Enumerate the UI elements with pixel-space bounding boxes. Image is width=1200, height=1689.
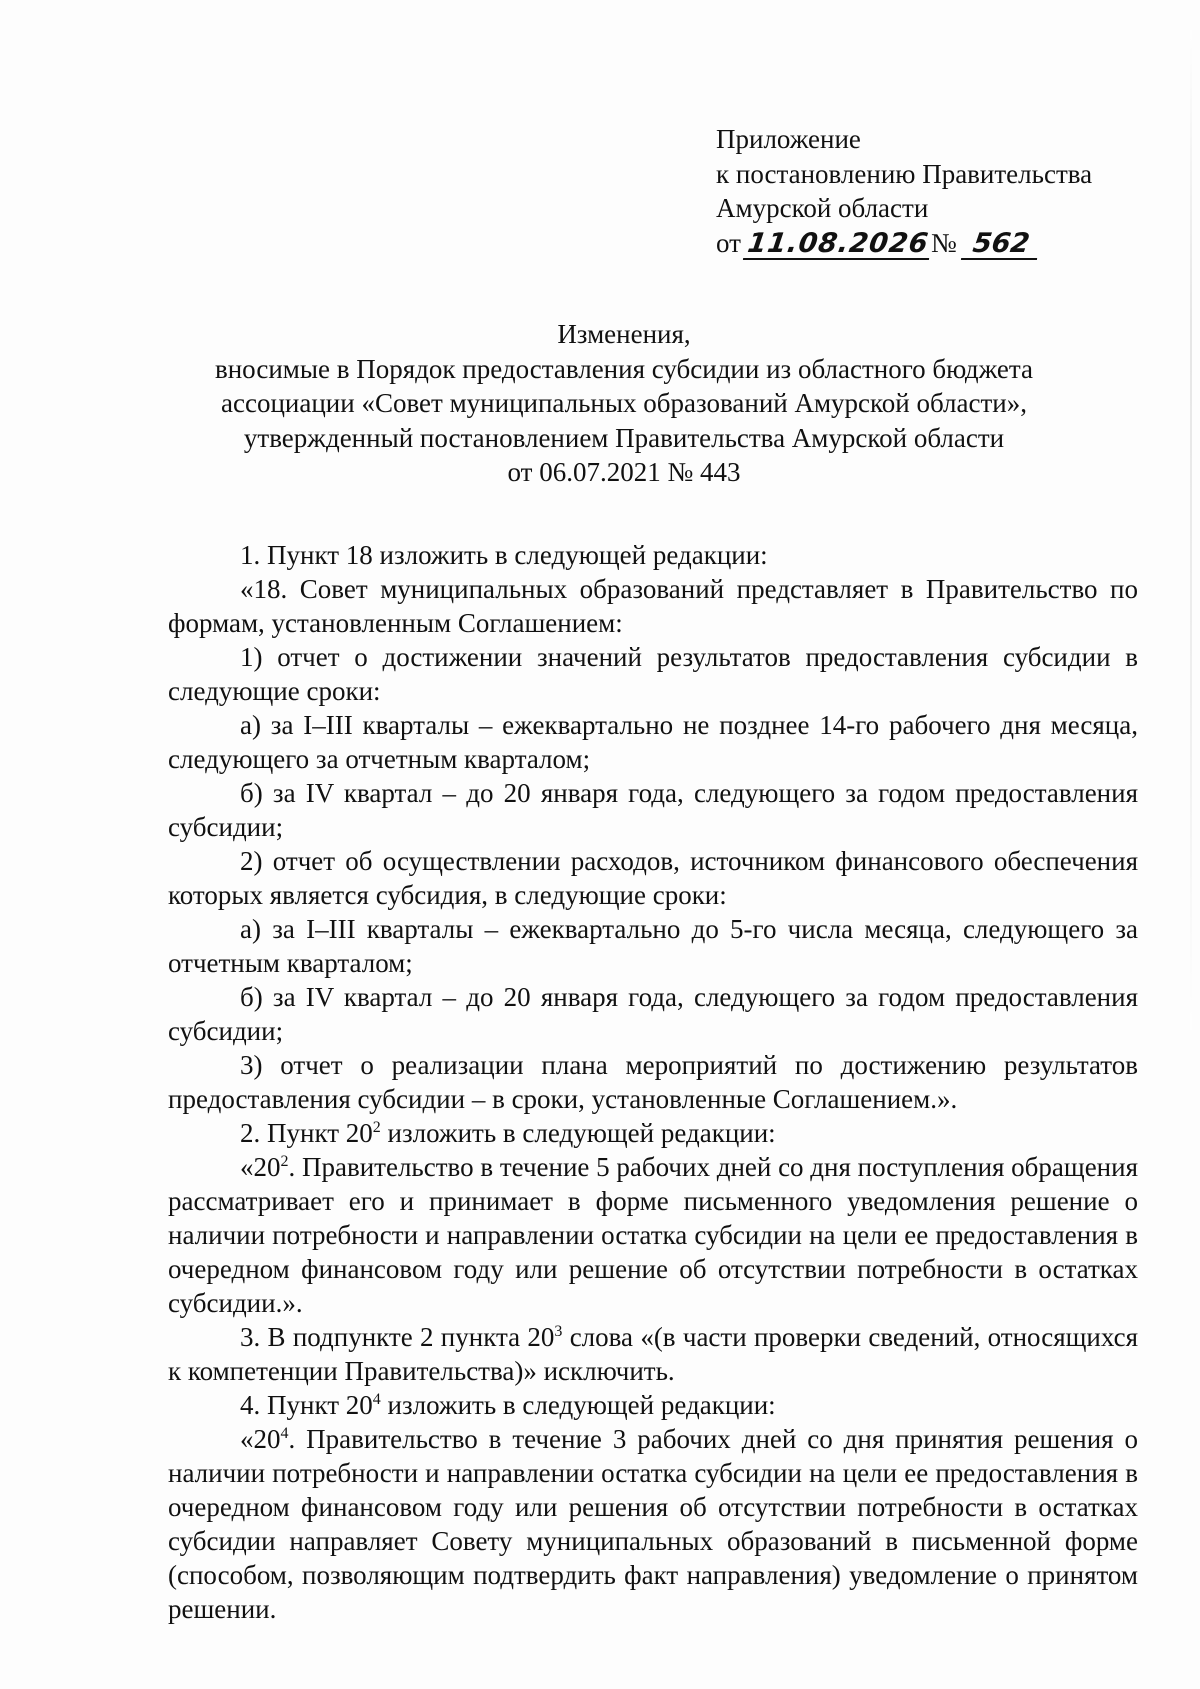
paragraph-14: [168, 1422, 1138, 1626]
paragraph-11: [168, 1150, 1138, 1320]
title-line-3: ассоциации «Совет муниципальных образований Амурской области»,: [221, 388, 1027, 418]
appendix-region: Амурской области: [716, 193, 929, 223]
paragraph-12-text-b: слова «(в части проверки сведений, относящихся к компетенции Правительства)» исключить.: [168, 1322, 1138, 1386]
paragraph-12: [168, 1320, 1138, 1388]
paragraph-7: а) за I–III кварталы – ежеквартально до 5-го числа месяца, следующего за отчетным кварталом;: [168, 914, 1138, 978]
paragraph-10-text-b: изложить в следующей редакции:: [380, 1118, 776, 1148]
paragraph-13-text-b: изложить в следующей редакции:: [380, 1390, 776, 1420]
paragraph-11-text-b: . Правительство в течение 5 рабочих дней со дня поступления обращения рассматривает его и принимает в форме письменного уведомления решение о наличии потребности и направлении остатка субсидии на цели ее предоставления в очередном финансовом году или решение об отсутствии потребности в остатках субсидии.».: [168, 1152, 1138, 1318]
paragraph-12-text-a: 3. В подпункте 2 пункта 20: [240, 1322, 555, 1352]
paragraph-9: 3) отчет о реализации плана мероприятий по достижению результатов предоставления субсидии – в сроки, установленные Соглашением.».: [168, 1050, 1138, 1114]
paragraph-2: «18. Совет муниципальных образований представляет в Правительство по формам, установленным Соглашением:: [168, 574, 1138, 638]
paragraph-10: [168, 1116, 1138, 1150]
document-body: [168, 538, 1138, 1626]
title-line-2: вносимые в Порядок предоставления субсидии из областного бюджета: [214, 353, 1034, 384]
title-line-5: от 06.07.2021 № 443: [507, 457, 741, 487]
title-line-1: Изменения,: [557, 319, 691, 349]
appendix-to-resolution: к постановлению Правительства: [716, 158, 1093, 189]
paragraph-13-text-a: 4. Пункт 20: [240, 1390, 373, 1420]
paragraph-14-text-a: «20: [240, 1424, 281, 1454]
paragraph-13-superscript: 4: [372, 1391, 381, 1408]
paragraph-10-text-a: 2. Пункт 20: [240, 1118, 373, 1148]
paragraph-11-text-a: «20: [240, 1152, 281, 1182]
paragraph-4: а) за I–III кварталы – ежеквартально не позднее 14-го рабочего дня месяца, следующего за отчетным кварталом;: [168, 710, 1138, 774]
handwritten-number: 562: [961, 230, 1041, 260]
scan-edge-shadow: [1190, 30, 1192, 1030]
number-sign: №: [930, 227, 957, 258]
paragraph-14-text-b: . Правительство в течение 3 рабочих дней со дня принятия решения о наличии потребности и направлении остатка субсидии на цели ее предоставления в очередном финансовом году или решения об отсутствии потребности в остатках субсидии направляет Совету муниципальных образований в письменной форме (способом, позволяющим подтвердить факт направления) уведомление о принятом решении.: [168, 1424, 1138, 1624]
date-prefix: от: [716, 227, 741, 258]
appendix-label: Приложение: [716, 124, 861, 154]
paragraph-11-superscript: 2: [280, 1153, 289, 1170]
document-title: [168, 317, 1080, 490]
paragraph-6: 2) отчет об осуществлении расходов, источником финансового обеспечения которых является субсидия, в следующие сроки:: [168, 846, 1138, 910]
paragraph-3: 1) отчет о достижении значений результатов предоставления субсидии в следующие сроки:: [168, 642, 1138, 706]
handwritten-date: 11.08.2026: [743, 230, 933, 260]
appendix-block: [716, 122, 1092, 260]
paragraph-1: 1. Пункт 18 изложить в следующей редакции:: [240, 540, 768, 570]
title-line-4: утвержденный постановлением Правительства Амурской области: [243, 422, 1005, 453]
paragraph-5: б) за IV квартал – до 20 января года, следующего за годом предоставления субсидии;: [168, 778, 1138, 842]
paragraph-12-superscript: 3: [554, 1323, 563, 1340]
paragraph-10-superscript: 2: [372, 1119, 381, 1136]
paragraph-13: [168, 1388, 1138, 1422]
paragraph-14-superscript: 4: [280, 1425, 289, 1442]
paragraph-8: б) за IV квартал – до 20 января года, следующего за годом предоставления субсидии;: [168, 982, 1138, 1046]
appendix-date-number-line: [716, 226, 1092, 261]
